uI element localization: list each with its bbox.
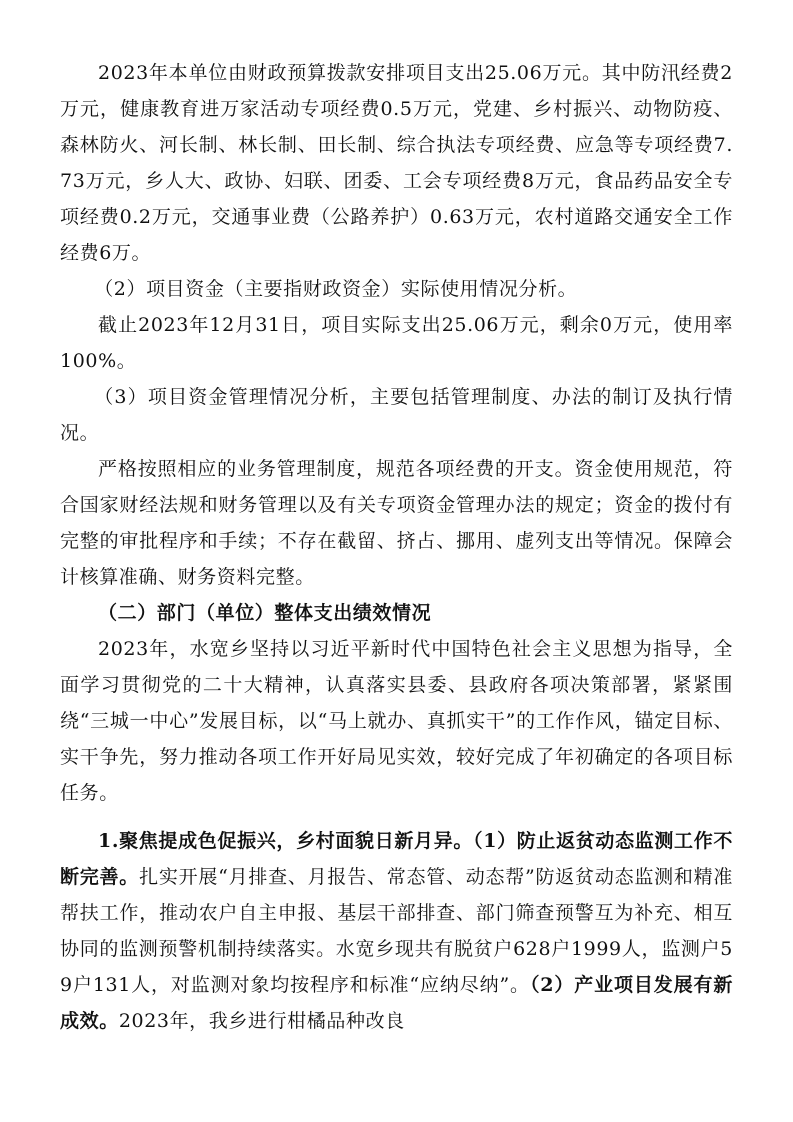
paragraph-fund-management: 严格按照相应的业务管理制度，规范各项经费的开支。资金使用规范，符合国家财经法规和财务管理以及有关专项资金管理办法的规定；资金的拨付有完整的审批程序和手续；不存在截留、挤占、挪用、虚列支出等情况。保障会计核算准确、财务资料完整。 bbox=[60, 458, 733, 588]
industry-text: 2023年，我乡进行柑橘品种改良 bbox=[118, 1010, 405, 1032]
monitoring-text: 扎实开展“月排查、月报告、常态管、动态帮”防返贫动态监测和精准帮扶工作，推动农户自主申报、基层干部排查、部门筛查预警互为补充、相互协同的监测预警机制持续落实。水宽乡现共有脱贫户628户1999人，监测户59户131人，对监测对象均按程序和标准“应纳尽纳”。 bbox=[60, 866, 733, 996]
section-2-heading: （二）部门（单位）整体支出绩效情况 bbox=[98, 602, 432, 624]
paragraph-overall-performance: 2023年，水宽乡坚持以习近平新时代中国特色社会主义思想为指导，全面学习贯彻党的二十大精神，认真落实县委、县政府各项决策部署，紧紧围绕“三城一中心”发展目标，以“马上就办、真抓实干”的工作作风，锚定目标、实干争先，努力推动各项工作开好局见实效，较好完成了年初确定的各项目标任务。 bbox=[60, 638, 733, 804]
paragraph-project-expenditure: 2023年本单位由财政预算拨款安排项目支出25.06万元。其中防汛经费2万元，健康教育进万家活动专项经费0.5万元，党建、乡村振兴、动物防疫、森林防火、河长制、林长制、田长制、综合执法专项经费、应急等专项经费7.73万元，乡人大、政协、妇联、团委、工会专项经费8万元，食品药品安全专项经费0.2万元，交通事业费（公路养护）0.63万元，农村道路交通安全工作经费6万。 bbox=[60, 62, 733, 264]
bold-industry-text: （2）产业项目发展有新成效。 bbox=[60, 974, 733, 1032]
paragraph-rural-revitalization bbox=[60, 823, 733, 1039]
item-2-title: （2）项目资金（主要指财政资金）实际使用情况分析。 bbox=[94, 278, 578, 300]
bold-lead-text: 1.聚焦提成色促振兴，乡村面貌日新月异。（1）防止返贫动态监测工作不断完善。 bbox=[60, 830, 733, 888]
item-3-title: （3）项目资金管理情况分析，主要包括管理制度、办法的制订及执行情况。 bbox=[60, 386, 733, 444]
paragraph-actual-usage: 截止2023年12月31日，项目实际支出25.06万元，剩余0万元，使用率100%。 bbox=[60, 314, 733, 372]
